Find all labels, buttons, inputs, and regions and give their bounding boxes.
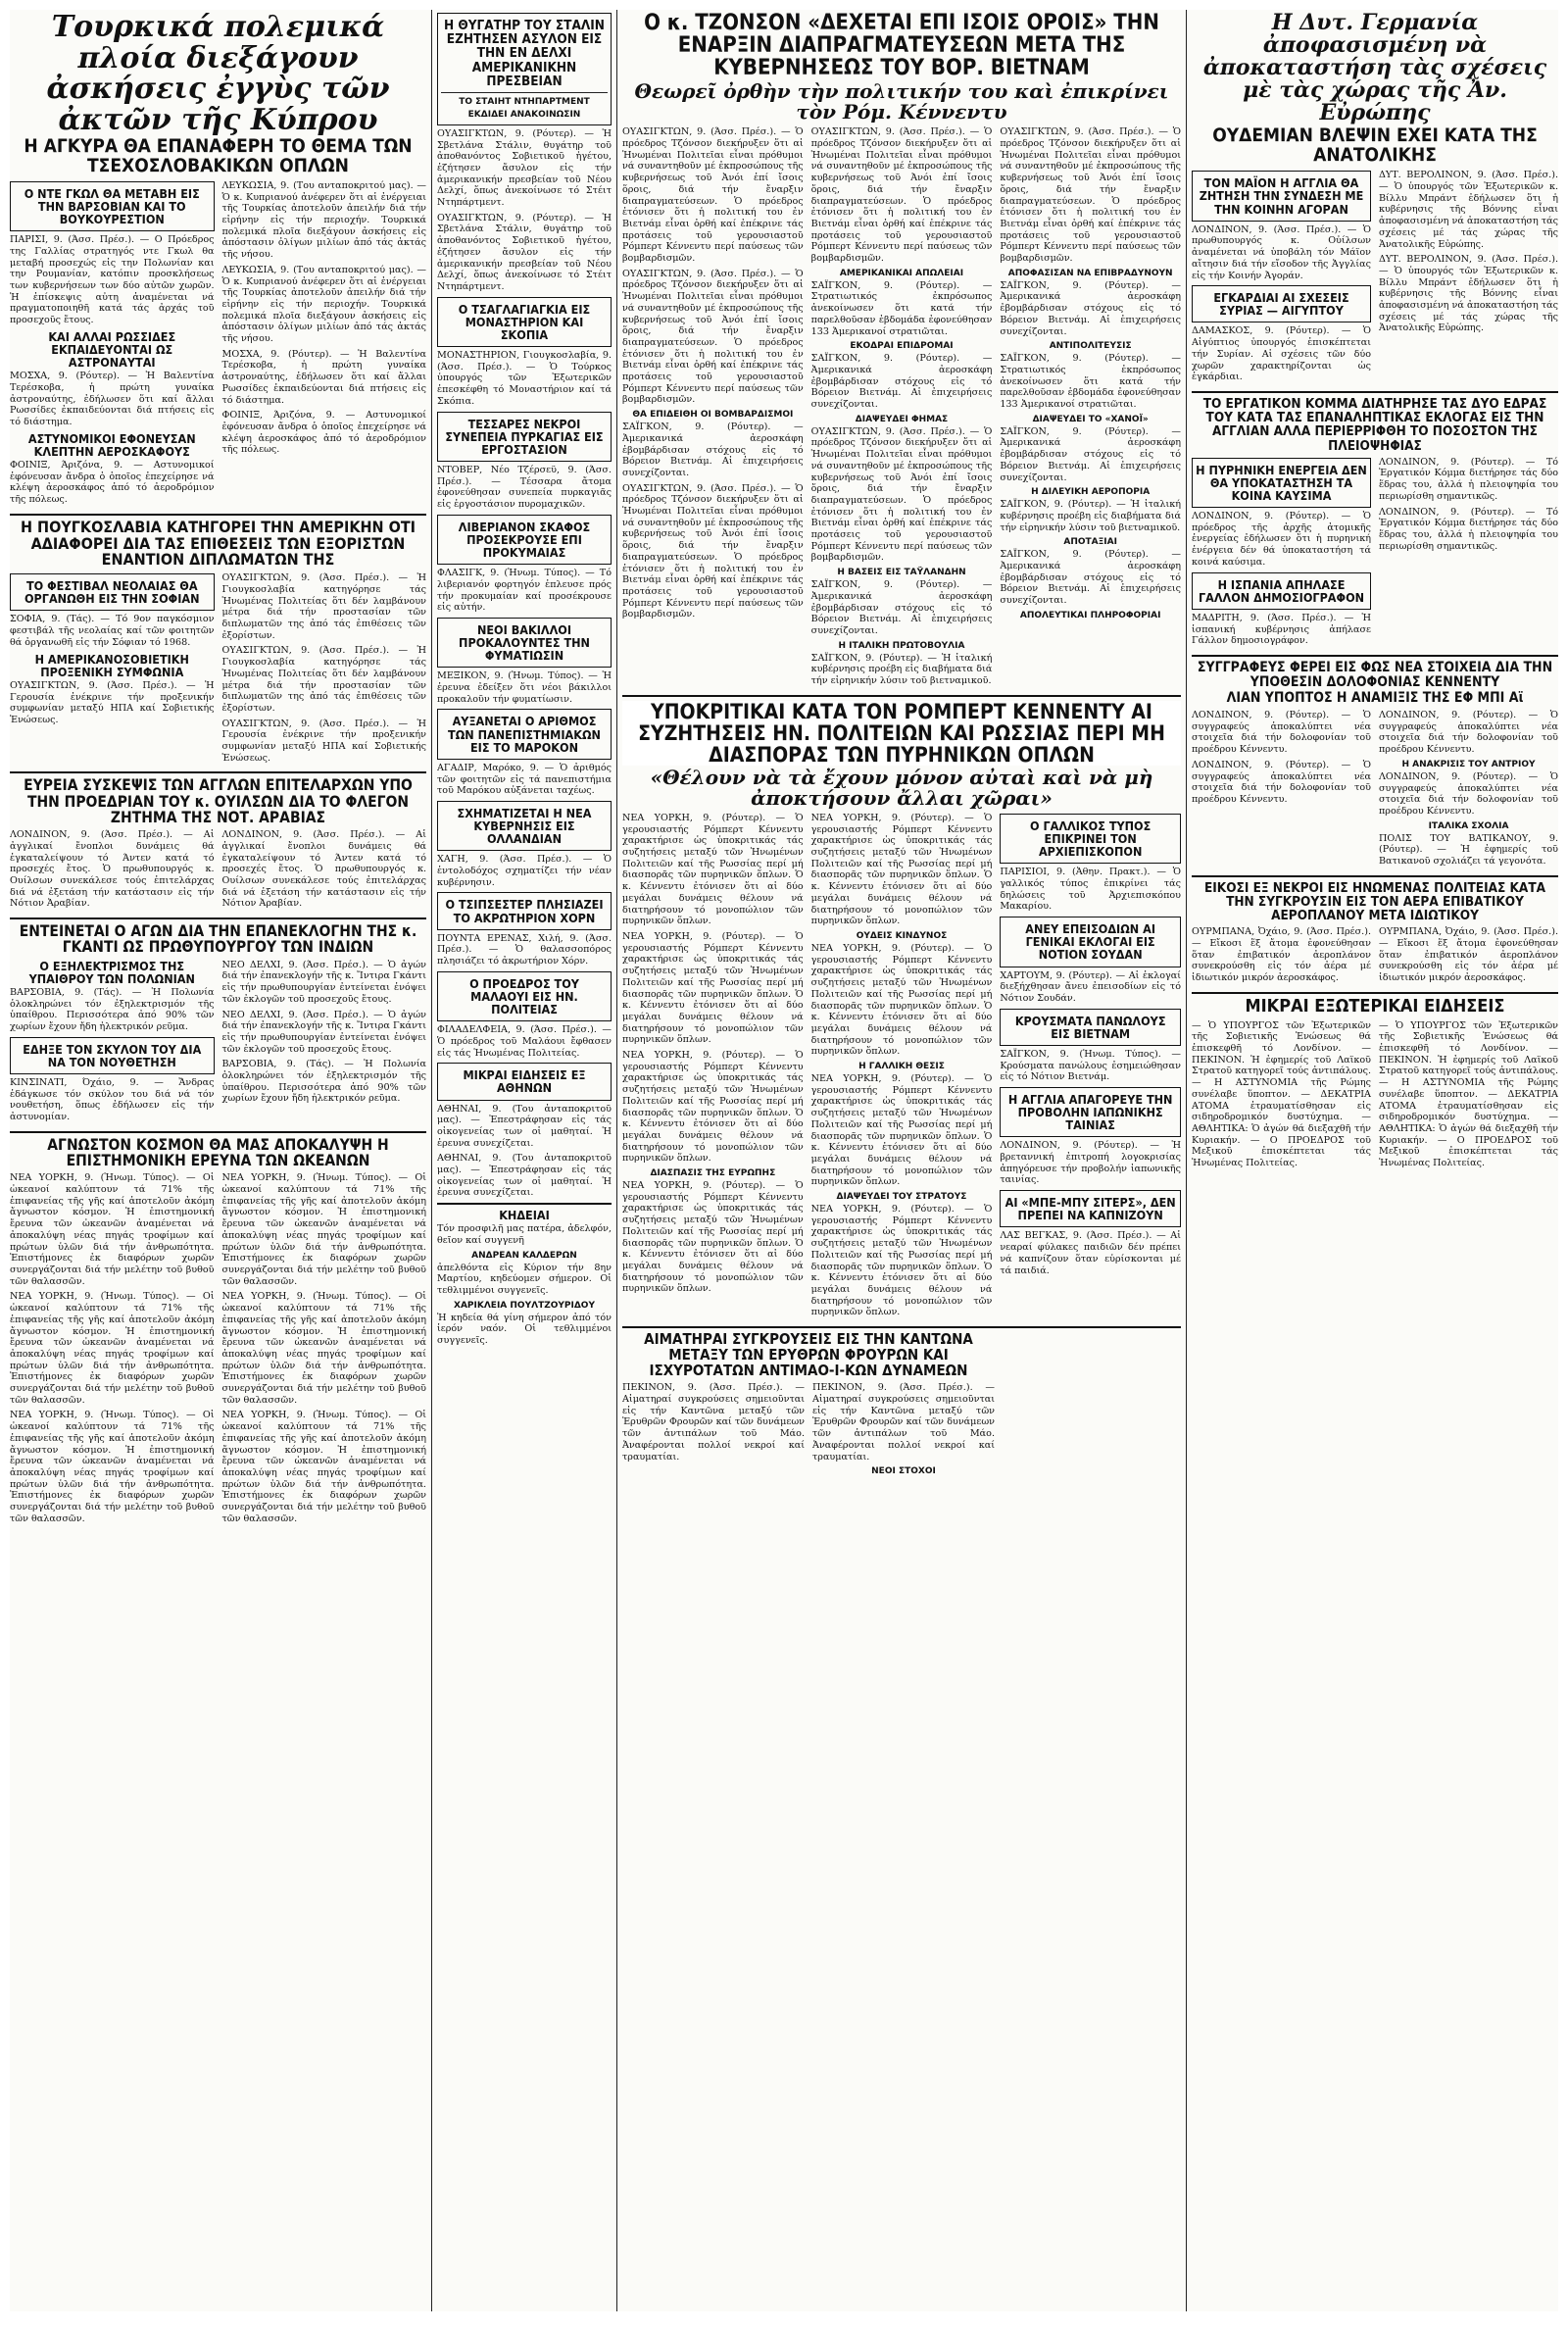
headline-box (1192, 171, 1371, 221)
article-col (1000, 811, 1181, 1322)
funeral-text: Τόν προσφιλῆ μας πατέρα, ἀδελφόν, θεῖον καί συγγενῆ (437, 1223, 612, 1246)
article-text: ΝΕΑ ΥΟΡΚΗ, 9. (Ρόυτερ). — Ὁ γερουσιαστής Ρόμπερτ Κέννεντυ χαρακτήρισε ὡς ὑποκριτικάς τάς συζητήσεις μεταξύ τῶν Ἡνωμένων Πολιτειῶν καί τῆς Ρωσσίας περί μή διασπορᾶς τῶν πυρηνικῶν ὅπλων. Ὁ κ. Κέννεντυ ἐτόνισεν ὅτι αἱ δύο μεγάλαι δυνάμεις θέλουν νά διατηρήσουν τό μονοπώλιον τῶν πυρηνικῶν ὅπλων. (622, 1180, 804, 1295)
article-text: ΛΕΥΚΩΣΙΑ, 9. (Του ανταποκριτού μας). — Ὁ κ. Κυπριανού ἀνέφερεν ὅτι αἱ ἐνέργειαι τῆς Τουρκίας ἀποτελοῦν ἀπειλήν διά τήν εἰρήνην εἰς τήν περιοχήν. Τουρκικά πολεμικά πλοῖα διεξάγουν ἀσκήσεις εἰς ἀπόστασιν ὀλίγων μιλίων ἀπό τάς ἀκτάς τῆς νήσου. (221, 264, 426, 345)
headline-kennedy-assassination: ΣΥΓΓΡΑΦΕΥΣ ΦΕΡΕΙ ΕΙΣ ΦΩΣ ΝΕΑ ΣΤΟΙΧΕΙΑ ΔΙΑ ΤΗΝ ΥΠΟΘΕΣΙΝ ΔΟΛΟΦΟΝΙΑΣ ΚΕΝΝΕΝΤΥ (1197, 659, 1553, 690)
headline-box (10, 181, 215, 231)
article-col (811, 811, 993, 1322)
headline-french-press: Ο ΓΑΛΛΙΚΟΣ ΤΥΠΟΣ ΕΠΙΚΡΙΝΕΙ ΤΟΝ ΑΡΧΙΕΠΙΣΚΟΠΟΝ (1030, 818, 1152, 860)
article-text: ΛΕΥΚΩΣΙΑ, 9. (Του ανταποκριτού μας). — Ὁ κ. Κυπριανού ἀνέφερεν ὅτι αἱ ἐνέργειαι τῆς Τουρκίας ἀποτελοῦν ἀπειλήν διά τήν εἰρήνην εἰς τήν περιοχήν. Τουρκικά πολεμικά πλοῖα διεξάγουν ἀσκήσεις εἰς ἀπόστασιν ὀλίγων μιλίων ἀπό τάς ἀκτάς τῆς νήσου. (221, 179, 426, 261)
article-text: ΧΑΓΗ, 9. (Άσσ. Πρέσ.). — Ὁ ἐντολοδόχος σχηματίζει τήν νέαν κυβέρνησιν. (437, 854, 612, 888)
divider (441, 92, 608, 93)
headline-box (437, 801, 612, 851)
article-text: ΒΑΡΣΟΒΙΑ, 9. (Τάς). — Ἡ Πολωνία ὁλοκληρώνει τόν ἐξηλεκτρισμόν τῆς ὑπαίθρου. Περισσότερα ἀπό 90% τῶν χωρίων ἔχουν ἤδη ἠλεκτρικόν ρεῦμα. (10, 986, 215, 1033)
article-grid (1192, 708, 1558, 871)
subhead: ΔΙΑΨΕΥΔΕΙ ΦΗΜΑΣ (855, 414, 949, 424)
article-text: ΛΟΝΔΙΝΟΝ, 9. (Ρόυτερ). — Ὁ συγγραφεύς ἀποκαλύπτει νέα στοιχεῖα διά τήν δολοφονίαν τοῦ προέδρου Κέννεντυ. (1192, 710, 1371, 756)
article-text: ΟΥΑΣΙΓΚΤΩΝ, 9. (Άσσ. Πρέσ.). — Ὁ πρόεδρος Τζόνσον διεκήρυξεν ὅτι αἱ Ἡνωμέναι Πολιτεῖαι εἶναι πρόθυμοι νά συναντηθοῦν μέ ἐκπροσώπους τῆς κυβερνήσεως τοῦ Ἀνόι ἐπί ἴσοις ὅροις, διά τήν ἔναρξιν διαπραγματεύσεων. Ὁ πρόεδρος ἐτόνισεν ὅτι ἡ πολιτική του ἐν Βιετνάμ εἶναι ὀρθή καί ἐπέκρινε τάς προτάσεις τοῦ γερουσιαστοῦ Ρόμπερτ Κέννεντυ περί παύσεως τῶν βομβαρδισμῶν. (1000, 126, 1181, 265)
headline-common-market: ΤΟΝ ΜΑΪΟΝ Η ΑΓΓΛΙΑ ΘΑ ΖΗΤΗΣΗ ΤΗΝ ΣΥΝΔΕΣΗ ΜΕ ΤΗΝ ΚΟΙΝΗΝ ΑΓΟΡΑΝ (1199, 175, 1364, 217)
article-text: ΔΑΜΑΣΚΟΣ, 9. (Ρόυτερ). — Ὁ Αἰγύπτιος ὑπουργός ἐπισκέπτεται τήν Συρίαν. Αἱ σχέσεις τῶν δύο χωρῶν χαρακτηρίζονται ὡς ἐγκάρδιαι. (1192, 325, 1371, 383)
headline-box (437, 618, 612, 668)
article-text: ΜΑΔΡΙΤΗ, 9. (Άσσ. Πρέσ.). — Ἡ ἱσπανική κυβέρνησις ἀπήλασε Γάλλον δημοσιογράφον. (1192, 612, 1371, 647)
headline-funerals: ΚΗΔΕΙΑΙ (499, 1208, 550, 1223)
divider (10, 771, 426, 773)
headline-box (437, 515, 612, 565)
article-text: ΣΑΪΓΚΟΝ, 9. (Ρόυτερ). — Στρατιωτικός ἐκπρόσωπος ἀνεκοίνωσεν ὅτι κατά τήν παρελθοῦσαν ἑβδομάδα ἐφονεύθησαν 133 Ἀμερικανοί στρατιῶται. (810, 279, 993, 337)
article-text: ΟΥΑΣΙΓΚΤΩΝ, 9. (Άσσ. Πρέσ.). — Ὁ πρόεδρος Τζόνσον διεκήρυξεν ὅτι αἱ Ἡνωμέναι Πολιτεῖαι εἶναι πρόθυμοι νά συναντηθοῦν μέ ἐκπροσώπους τῆς κυβερνήσεως τοῦ Ἀνόι ἐπί ἴσοις ὅροις, διά τήν ἔναρξιν διαπραγματεύσεων. Ὁ πρόεδρος ἐτόνισεν ὅτι ἡ πολιτική του ἐν Βιετνάμ εἶναι ὀρθή καί ἐπέκρινε τάς προτάσεις τοῦ γερουσιαστοῦ Ρόμπερτ Κέννεντυ περί παύσεως τῶν βομβαρδισμῶν. (622, 482, 804, 620)
headline-box (10, 1037, 215, 1074)
article-text: ΝΕΑ ΥΟΡΚΗ, 9. (Ἡνωμ. Τύπος). — Οἱ ὠκεανοί καλύπτουν τά 71% τῆς ἐπιφανείας τῆς γῆς καί ἀποτελοῦν ἀκόμη ἄγνωστον κόσμον. Ἡ ἐπιστημονική ἔρευνα τῶν ὠκεανῶν ἀναμένεται νά ἀποκαλύψη νέας πηγάς τροφίμων καί πρώτων ὑλῶν διά τήν ἀνθρωπότητα. Ἐπιστήμονες ἐκ διαφόρων χωρῶν συνεργάζονται διά τήν μελέτην τοῦ βυθοῦ τῶν θαλασσῶν. (10, 1291, 215, 1406)
headline-box (1192, 285, 1371, 322)
headline-de-gaulle: Ο ΝΤΕ ΓΚΩΛ ΘΑ ΜΕΤΑΒΗ ΕΙΣ ΤΗΝ ΒΑΡΣΟΒΙΑΝ ΚΑΙ ΤΟ ΒΟΥΚΟΥΡΕΣΤΙΟΝ (24, 185, 200, 227)
headline-liberian-ship: ΛΙΒΕΡΙΑΝΟΝ ΣΚΑΦΟΣ ΠΡΟΣΕΚΡΟΥΣΕ ΕΠΙ ΠΡΟΚΥΜΑΙΑΣ (458, 519, 591, 561)
headline-syria-egypt: ΕΓΚΑΡΔΙΑΙ ΑΙ ΣΧΕΣΕΙΣ ΣΥΡΙΑΣ — ΑΙΓΥΠΤΟΥ (1213, 290, 1349, 319)
headline-youth-festival: ΤΟ ΦΕΣΤΙΒΑΛ ΝΕΟΛΑΙΑΣ ΘΑ ΟΡΓΑΝΩΘΗ ΕΙΣ ΤΗΝ ΣΟΦΙΑΝ (24, 578, 200, 607)
subheadline-ankara: Η ΑΓΚΥΡΑ ΘΑ ΕΠΑΝΑΦΕΡΗ ΤΟ ΘΕΜΑ ΤΩΝ ΤΣΕΧΟΣΛΟΒΑΚΙΚΩΝ ΟΠΛΩΝ (24, 135, 413, 176)
article-text: ΟΥΑΣΙΓΚΤΩΝ, 9. (Άσσ. Πρέσ.). — Ὁ πρόεδρος Τζόνσον διεκήρυξεν ὅτι αἱ Ἡνωμέναι Πολιτεῖαι εἶναι πρόθυμοι νά συναντηθοῦν μέ ἐκπροσώπους τῆς κυβερνήσεως τοῦ Ἀνόι ἐπί ἴσοις ὅροις, διά τήν ἔναρξιν διαπραγματεύσεων. Ὁ πρόεδρος ἐτόνισεν ὅτι ἡ πολιτική του ἐν Βιετνάμ εἶναι ὀρθή καί ἐπέκρινε τάς προτάσεις τοῦ γερουσιαστοῦ Ρόμπερτ Κέννεντυ περί παύσεως τῶν βομβαρδισμῶν. (622, 126, 804, 265)
article-text: ΝΕΑ ΥΟΡΚΗ, 9. (Ρόυτερ). — Ὁ γερουσιαστής Ρόμπερτ Κέννεντυ χαρακτήρισε ὡς ὑποκριτικάς τάς συζητήσεις μεταξύ τῶν Ἡνωμένων Πολιτειῶν καί τῆς Ρωσσίας περί μή διασπορᾶς τῶν πυρηνικῶν ὅπλων. Ὁ κ. Κέννεντυ ἐτόνισεν ὅτι αἱ δύο μεγάλαι δυνάμεις θέλουν νά διατηρήσουν τό μονοπώλιον τῶν πυρηνικῶν ὅπλων. (622, 930, 804, 1046)
headline-caglayangil: Ο ΤΣΑΓΛΑΓΙΑΓΚΙΑ ΕΙΣ ΜΟΝΑΣΤΗΡΙΟΝ ΚΑΙ ΣΚΟΠΙΑ (458, 301, 591, 342)
article-text: ΠΕΚΙΝΟΝ, 9. (Άσσ. Πρέσ.). — Αἱματηραί συγκρούσεις σημειοῦνται εἰς τήν Καντῶνα μεταξύ τῶν Ἐρυθρῶν Φρουρῶν καί τῶν δυνάμεων τῶν ἀντιπάλων τοῦ Μάο. Ἀναφέρονται πολλοί νεκροί καί τραυματίαι. (812, 1382, 995, 1463)
subhead: ΙΤΑΛΙΚΑ ΣΧΟΛΙΑ (1428, 820, 1509, 831)
article-text: ΝΕΑ ΥΟΡΚΗ, 9. (Ρόυτερ). — Ὁ γερουσιαστής Ρόμπερτ Κέννεντυ χαρακτήρισε ὡς ὑποκριτικάς τάς συζητήσεις μεταξύ τῶν Ἡνωμένων Πολιτειῶν καί τῆς Ρωσσίας περί μή διασπορᾶς τῶν πυρηνικῶν ὅπλων. Ὁ κ. Κέννεντυ ἐτόνισεν ὅτι αἱ δύο μεγάλαι δυνάμεις θέλουν νά διατηρήσουν τό μονοπώλιον τῶν πυρηνικῶν ὅπλων. (810, 812, 993, 927)
headline-morocco-students: ΑΥΞΑΝΕΤΑΙ Ο ΑΡΙΘΜΟΣ ΤΩΝ ΠΑΝΕΠΙΣΤΗΜΙΑΚΩΝ ΕΙΣ ΤΟ ΜΑΡΟΚΟΝ (448, 714, 601, 755)
headline-west-germany: Η Δυτ. Γερμανία ἀποφασισμένη νὰ ἀποκαταστήση τὰς σχέσεις μὲ τὰς χώρας τῆς Ἀν. Εὐρώπης (1202, 10, 1547, 126)
article-grid (622, 124, 1181, 691)
article-text: ΟΥΑΣΙΓΚΤΩΝ, 9. (Άσσ. Πρέσ.). — Ἡ Γιουγκοσλαβία κατηγόρησε τάς Ἡνωμένας Πολιτείας ὅτι δέν λαμβάνουν μέτρα διά τήν προστασίαν τῶν διπλωματῶν της ἀπό τάς ἐπιθέσεις τῶν ἐξορίστων. (221, 572, 426, 641)
headline-box (437, 412, 612, 462)
headline-plague-vietnam: ΚΡΟΥΣΜΑΤΑ ΠΑΝΩΛΟΥΣ ΕΙΣ ΒΙΕΤΝΑΜ (1014, 1013, 1166, 1041)
headline-box (1000, 1190, 1181, 1227)
article-text: ΧΑΡΤΟΥΜ, 9. (Ρόυτερ). — Αἱ ἐκλογαί διεξήχθησαν ἄνευ ἐπεισοδίων εἰς τό Νότιον Σουδάν. (1000, 969, 1181, 1004)
article-col (222, 570, 427, 768)
headline-box (1000, 917, 1181, 967)
divider (437, 1203, 612, 1205)
subhead: Η ΙΤΑΛΙΚΗ ΠΡΩΤΟΒΟΥΛΙΑ (838, 640, 965, 651)
headline-gandhi: ΕΝΤΕΙΝΕΤΑΙ Ο ΑΓΩΝ ΔΙΑ ΤΗΝ ΕΠΑΝΕΚΛΟΓΗΝ ΤΗΣ κ. ΓΚΑΝΤΙ ΩΣ ΠΡΩΘΥΠΟΥΡΓΟΥ ΤΩΝ ΙΝΔΙΩΝ (19, 922, 417, 957)
article-grid (622, 1380, 995, 1478)
article-text: ΟΥΑΣΙΓΚΤΩΝ, 9. (Άσσ. Πρέσ.). — Ὁ πρόεδρος Τζόνσον διεκήρυξεν ὅτι αἱ Ἡνωμέναι Πολιτεῖαι εἶναι πρόθυμοι νά συναντηθοῦν μέ ἐκπροσώπους τῆς κυβερνήσεως τοῦ Ἀνόι ἐπί ἴσοις ὅροις, διά τήν ἔναρξιν διαπραγματεύσεων. Ὁ πρόεδρος ἐτόνισεν ὅτι ἡ πολιτική του ἐν Βιετνάμ εἶναι ὀρθή καί ἐπέκρινε τάς προτάσεις τοῦ γερουσιαστοῦ Ρόμπερτ Κέννεντυ περί παύσεως τῶν βομβαρδισμῶν. (622, 268, 804, 406)
subhead: ΕΚΟΔΡΑΙ ΕΠΙΔΡΟΜΑΙ (850, 341, 954, 352)
article-grid (10, 958, 426, 1127)
column-1 (10, 10, 426, 2311)
headline-box (437, 709, 612, 759)
headline-spain-journalist: Η ΙΣΠΑΝΙΑ ΑΠΗΛΑΣΕ ΓΑΛΛΟΝ ΔΗΜΟΣΙΟΓΡΑΦΟΝ (1198, 576, 1365, 605)
article-text: ΑΓΑΔΙΡ, Μαρόκο, 9. — Ὁ ἀριθμός τῶν φοιτητῶν εἰς τά πανεπιστήμια τοῦ Μαρόκου αὐξάνεται ταχέως. (437, 762, 612, 797)
article-col (1192, 455, 1371, 651)
article-text: ΦΟΙΝΙΞ, Άριζόνα, 9. — Αστυνομικοί ἐφόνευσαν ἄνδρα ὁ ὁποῖος ἐπεχείρησε νά κλέψη ἀεροσκάφος ἀπό τό ἀεροδρόμιον τῆς πόλεως. (10, 460, 215, 506)
headline-box (1000, 1087, 1181, 1137)
article-text: ΜΟΝΑΣΤΗΡΙΟΝ, Γιουγκοσλαβία, 9. (Άσσ. Πρέσ.). — Ὁ Τούρκος ὑπουργός τῶν Ἐξωτερικῶν ἐπεσκέφθη τό Μοναστήριον καί τά Σκόπια. (437, 350, 612, 407)
article-text: ΟΥΑΣΙΓΚΤΩΝ, 9. (Άσσ. Πρέσ.). — Ἡ Γιουγκοσλαβία κατηγόρησε τάς Ἡνωμένας Πολιτείας ὅτι δέν λαμβάνουν μέτρα διά τήν προστασίαν τῶν διπλωματῶν της ἀπό τάς ἐπιθέσεις τῶν ἐξορίστων. (221, 645, 426, 714)
subheadline-announcement: ΕΚΔΙΔΕΙ ΑΝΑΚΟΙΝΩΣΙΝ (467, 109, 581, 120)
article-text: ΟΥΑΣΙΓΚΤΩΝ, 9. (Άσσ. Πρέσ.). — Ὁ πρόεδρος Τζόνσον διεκήρυξεν ὅτι αἱ Ἡνωμέναι Πολιτεῖαι εἶναι πρόθυμοι νά συναντηθοῦν μέ ἐκπροσώπους τῆς κυβερνήσεως τοῦ Ἀνόι ἐπί ἴσοις ὅροις, διά τήν ἔναρξιν διαπραγματεύσεων. Ὁ πρόεδρος ἐτόνισεν ὅτι ἡ πολιτική του ἐν Βιετνάμ εἶναι ὀρθή καί ἐπέκρινε τάς προτάσεις τοῦ γερουσιαστοῦ Ρόμπερτ Κέννεντυ περί παύσεως τῶν βομβαρδισμῶν. (810, 425, 993, 564)
column-4 (1192, 10, 1558, 2311)
headline-box (437, 1063, 612, 1100)
article-grid (10, 570, 426, 768)
article-text: ΑΘΗΝΑΙ, 9. (Του ἀνταποκριτοῦ μας). — Ἐπεστράφησαν εἰς τάς οἰκογενείας των οἱ μαθηταί. Ἡ ἐρευνα συνεχίζεται. (437, 1103, 612, 1149)
subhead: ΝΕΟΙ ΣΤΟΧΟΙ (871, 1466, 936, 1477)
divider (10, 918, 426, 919)
headline-malawi-president: Ο ΠΡΟΕΔΡΟΣ ΤΟΥ ΜΑΛΑΟΥΙ ΕΙΣ ΗΝ. ΠΟΛΙΤΕΙΑΣ (469, 975, 579, 1017)
article-col (10, 958, 215, 1127)
subhead: ΔΙΑΨΕΥΔΕΙ ΤΟΥ ΣΤΡΑΤΟΥΣ (836, 1192, 967, 1203)
article-text: ΔΥΤ. ΒΕΡΟΛΙΝΟΝ, 9. (Άσσ. Πρέσ.). — Ὁ ὑπουργός τῶν Ἐξωτερικῶν κ. Βίλλυ Μπράντ ἐδήλωσεν ὅτι ἡ κυβέρνησις τῆς Βόννης εἶναι ἀποφασισμένη νά ἀποκαταστήση τάς σχέσεις μέ τάς χώρας τῆς Ἀνατολικῆς Εὐρώπης. (1379, 254, 1558, 334)
article-text: — Ὁ ΥΠΟΥΡΓΟΣ τῶν Ἐξωτερικῶν τῆς Σοβιετικῆς Ἑνώσεως θά ἐπισκεφθῆ τό Λονδίνον. — ΠΕΚΙΝΟΝ. Ἡ ἐφημερίς τοῦ Λαϊκοῦ Στρατοῦ κατηγορεῖ τούς ἀντιπάλους. — Η ΑΣΤΥΝΟΜΙΑ τῆς Ρώμης συνέλαβε ὕποπτον. — ΔΕΚΑΤΡΙΑ ΑΤΟΜΑ ἐτραυματίσθησαν εἰς σιδηροδρομικόν δυστύχημα. — ΑΘΛΗΤΙΚΑ: Ὁ ἀγών θά διεξαχθῆ τήν Κυριακήν. — Ο ΠΡΟΕΔΡΟΣ τοῦ Μεξικοῦ ἐπισκέπτεται τάς Ἡνωμένας Πολιτείας. (1192, 1019, 1371, 1169)
subheadline-west-germany: ΟΥΔΕΜΙΑΝ ΒΛΕΨΙΝ ΕΧΕΙ ΚΑΤΑ ΤΗΣ ΑΝΑΤΟΛΙΚΗΣ (1212, 124, 1538, 167)
subhead: ΑΜΕΡΙΚΑΝΙΚΑΙ ΑΠΩΛΕΙΑΙ (839, 268, 964, 278)
article-col (1192, 708, 1371, 871)
headline-box (437, 297, 612, 347)
article-text: ΟΥΑΣΙΓΚΤΩΝ, 9. (Άσσ. Πρέσ.). — Ἡ Γερουσία ἐνέκρινε τήν προξενικήν συμφωνίαν μεταξύ ΗΠΑ καί Σοβιετικής Ἑνώσεως. (10, 679, 215, 725)
article-text: ΛΟΝΔΙΝΟΝ, 9. (Ρόυτερ). — Ὁ συγγραφεύς ἀποκαλύπτει νέα στοιχεῖα διά τήν δολοφονίαν τοῦ προέδρου Κέννεντυ. (1379, 770, 1558, 817)
column-rule (1186, 10, 1187, 2311)
funeral-name: ΧΑΡΙΚΛΕΙΑ ΠΟΥΛΤΖΟΥΡΙΔΟΥ (454, 1300, 595, 1311)
article-text: ΣΑΪΓΚΟΝ, 9. (Ἡνωμ. Τύπος). — Κρούσματα πανώλους ἐσημειώθησαν εἰς τό Νότιον Βιετνάμ. (1000, 1048, 1181, 1083)
article-text: ΛΟΝΔΙΝΟΝ, 9. (Άσσ. Πρέσ.). — Ὁ πρωθυπουργός κ. Οὐίλσων ἀναμένεται νά ὑποβάλη τόν Μάϊον αἴτησιν διά τήν εἴσοδον τῆς Ἀγγλίας εἰς τήν Κοινήν Ἀγοράν. (1192, 223, 1371, 281)
divider (622, 695, 1181, 697)
headline-aircraft-thief: ΑΣΤΥΝΟΜΙΚΟΙ ΕΦΟΝΕΥΣΑΝ ΚΛΕΠΤΗΝ ΑΕΡΟΣΚΑΦΟΥΣ (27, 430, 196, 459)
article-text: ΣΟΦΙΑ, 9. (Τάς). — Τό 9ον παγκόσμιον φεστιβάλ τῆς νεολαίας καί τῶν φοιτητῶν θά ὀργανωθῆ εἰς τήν Σόφιαν τό 1968. (10, 614, 215, 648)
subhead: ΑΝΤΙΠΟΛΙΤΕΥΣΙΣ (1049, 341, 1132, 352)
divider (1192, 655, 1558, 657)
article-text: ΠΟΛΙΣ ΤΟΥ ΒΑΤΙΚΑΝΟΥ, 9. (Ρόυτερ). — Ἡ ἐφημερίς τοῦ Βατικανοῦ σχολιάζει τά γεγονότα. (1379, 832, 1558, 868)
article-grid (1192, 168, 1558, 387)
divider (1192, 992, 1558, 994)
headline-ocean-research: ΑΓΝΩΣΤΟΝ ΚΟΣΜΟΝ ΘΑ ΜΑΣ ΑΠΟΚΑΛΥΨΗ Η ΕΠΙΣΤΗΜΟΝΙΚΗ ΕΡΕΥΝΑ ΤΩΝ ΩΚΕΑΝΩΝ (47, 1135, 389, 1170)
article-text: ΟΥΑΣΙΓΚΤΩΝ, 9. (Ρόυτερ). — Ἡ Σβετλάνα Στάλιν, θυγάτηρ τοῦ ἀποθανόντος Σοβιετικοῦ ἡγέτου, ἐζήτησεν ἄσυλον εἰς τήν ἀμερικανικήν πρεσβείαν τοῦ Νέου Δελχί, ὅπως ἀνεκοίνωσε τό Στέιτ Ντηπάρτμεντ. (437, 212, 612, 292)
column-rule (431, 10, 432, 2311)
article-text: ΝΕΟ ΔΕΛΧΙ, 9. (Άσσ. Πρέσ.). — Ὁ ἀγών διά τήν ἐπανεκλογήν τῆς κ. Ἴντιρα Γκάντι εἰς τήν πρωθυπουργίαν ἐντείνεται ἐνόψει τῶν ἐκλογῶν τοῦ προσεχοῦς ἔτους. (221, 959, 426, 1005)
headline-box (1000, 814, 1181, 864)
subhead: ΘΑ ΕΠΙΔΕΙΘΗ ΟΙ ΒΟΜΒΑΡΔΙΣΜΟΙ (632, 410, 794, 421)
column-3 (622, 10, 1181, 2311)
article-grid (622, 811, 1181, 1322)
article-grid (1192, 924, 1558, 988)
headline-box (1000, 1009, 1181, 1046)
article-text: ΝΤΟΒΕΡ, Νέο Τζέρσεϋ, 9. (Άσσ. Πρέσ.). — Τέσσαρα ἄτομα ἐφονεύθησαν συνεπεία πυρκαγιᾶς εἰς ἐργοστάσιον πυρομαχικῶν. (437, 464, 612, 511)
headline-box (1192, 572, 1371, 610)
headline-sudan-elections: ΑΝΕΥ ΕΠΕΙΣΟΔΙΩΝ ΑΙ ΓΕΝΙΚΑΙ ΕΚΛΟΓΑΙ ΕΙΣ ΝΟΤΙΟΝ ΣΟΥΔΑΝ (1025, 921, 1156, 963)
article-col (811, 124, 993, 691)
article-col (1000, 124, 1181, 691)
headline-box (437, 892, 612, 929)
article-col (1379, 168, 1558, 387)
column-rule (616, 10, 617, 2311)
article-text: ΠΑΡΙΣΙ, 9. (Άσσ. Πρέσ.). — Ο Πρόεδρος της Γαλλίας στρατηγός ντε Γκωλ θα μεταβή προσεχώς εἰς την Πολωνίαν και την Ρουμανίαν, κατόπιν προσκλήσεως των κυβερνήσεων των δύο αὐτῶν χωρῶν. Ἡ ἐπίσκεψις αὐτη ἀναμένεται νά πραγματοποιηθῆ κατά τάς ἀρχάς τοῦ προσεχοῦς ἔτους. (10, 234, 215, 326)
article-col (10, 1170, 215, 1528)
article-text: ΝΕΑ ΥΟΡΚΗ, 9. (Ρόυτερ). — Ὁ γερουσιαστής Ρόμπερτ Κέννεντυ χαρακτήρισε ὡς ὑποκριτικάς τάς συζητήσεις μεταξύ τῶν Ἡνωμένων Πολιτειῶν καί τῆς Ρωσσίας περί μή διασπορᾶς τῶν πυρηνικῶν ὅπλων. Ὁ κ. Κέννεντυ ἐτόνισεν ὅτι αἱ δύο μεγάλαι δυνάμεις θέλουν νά διατηρήσουν τό μονοπώλιον τῶν πυρηνικῶν ὅπλων. (810, 942, 993, 1058)
article-text: ΑΘΗΝΑΙ, 9. (Του ἀνταποκριτοῦ μας). — Ἐπεστράφησαν εἰς τάς οἰκογενείας των οἱ μαθηταί. Ἡ ἐρευνα συνεχίζεται. (437, 1153, 612, 1199)
article-text: ΦΙΛΑΔΕΛΦΕΙΑ, 9. (Άσσ. Πρέσ.). — Ὁ πρόεδρος τοῦ Μαλάουι ἔφθασεν εἰς τάς Ἡνωμένας Πολιτείας. (437, 1024, 612, 1059)
article-col (812, 1380, 995, 1478)
headline-box (437, 13, 612, 125)
article-col (222, 958, 427, 1127)
article-text: ΝΕΑ ΥΟΡΚΗ, 9. (Ρόυτερ). — Ὁ γερουσιαστής Ρόμπερτ Κέννεντυ χαρακτήρισε ὡς ὑποκριτικάς τάς συζητήσεις μεταξύ τῶν Ἡνωμένων Πολιτειῶν καί τῆς Ρωσσίας περί μή διασπορᾶς τῶν πυρηνικῶν ὅπλων. Ὁ κ. Κέννεντυ ἐτόνισεν ὅτι αἱ δύο μεγάλαι δυνάμεις θέλουν νά διατηρήσουν τό μονοπώλιον τῶν πυρηνικῶν ὅπλων. (622, 812, 804, 927)
article-text: ΝΕΑ ΥΟΡΚΗ, 9. (Ἡνωμ. Τύπος). — Οἱ ὠκεανοί καλύπτουν τά 71% τῆς ἐπιφανείας τῆς γῆς καί ἀποτελοῦν ἀκόμη ἄγνωστον κόσμον. Ἡ ἐπιστημονική ἔρευνα τῶν ὠκεανῶν ἀναμένεται νά ἀποκαλύψη νέας πηγάς τροφίμων καί πρώτων ὑλῶν διά τήν ἀνθρωπότητα. Ἐπιστήμονες ἐκ διαφόρων χωρῶν συνεργάζονται διά τήν μελέτην τοῦ βυθοῦ τῶν θαλασσῶν. (221, 1410, 426, 1524)
article-text: ΜΕΞΙΚΟΝ, 9. (Ἡνωμ. Τύπος). — Ἡ ἐρευνα ἐδείξεν ὅτι νέοι βάκιλλοι προκαλοῦν τήν φυματίωσιν. (437, 670, 612, 705)
article-text: ΦΟΙΝΙΞ, Άριζόνα, 9. — Αστυνομικοί ἐφόνευσαν ἄνδρα ὁ ὁποῖος ἐπεχείρησε νά κλέψη ἀεροσκάφος ἀπό τό ἀεροδρόμιον τῆς πόλεως. (221, 410, 426, 456)
divider (10, 1131, 426, 1133)
headline-factory-fire: ΤΕΣΣΑΡΕΣ ΝΕΚΡΟΙ ΣΥΝΕΠΕΙΑ ΠΥΡΚΑΓΙΑΣ ΕΙΣ ΕΡΓΟΣΤΑΣΙΟΝ (445, 416, 604, 457)
article-text: ΒΑΡΣΟΒΙΑ, 9. (Τάς). — Ἡ Πολωνία ὁλοκληρώνει τόν ἐξηλεκτρισμόν τῆς ὑπαίθρου. Περισσότερα ἀπό 90% τῶν χωρίων ἔχουν ἤδη ἠλεκτρικόν ρεῦμα. (221, 1059, 426, 1105)
subheadline-state-department: ΤΟ ΣΤΑΙΗΤ ΝΤΗΠΑΡΤΜΕΝΤ (459, 96, 590, 107)
article-text: ΟΥΑΣΙΓΚΤΩΝ, 9. (Άσσ. Πρέσ.). — Ἡ Γερουσία ἐνέκρινε τήν προξενικήν συμφωνίαν μεταξύ ΗΠΑ καί Σοβιετικής Ἑνώσεως. (221, 718, 426, 764)
article-col (622, 124, 804, 691)
article-text: ΛΟΝΔΙΝΟΝ, 9. (Άσσ. Πρέσ.). — Αἱ ἀγγλικαί ἔνοπλοι δυνάμεις θά ἐγκαταλείψουν τό Άντεν κατά τό προσεχές ἔτος. Ὁ πρωθυπουργός κ. Ουίλσων συνεκάλεσε τούς ἐπιτελάρχας διά νά ἐξετάση τήν κατάστασιν εἰς τήν Νότιον Ἀραβίαν. (221, 829, 426, 910)
article-text: ΠΕΚΙΝΟΝ, 9. (Άσσ. Πρέσ.). — Αἱματηραί συγκρούσεις σημειοῦνται εἰς τήν Καντῶνα μεταξύ τῶν Ἐρυθρῶν Φρουρῶν καί τῶν δυνάμεων τῶν ἀντιπάλων τοῦ Μάο. Ἀναφέρονται πολλοί νεκροί καί τραυματίαι. (622, 1382, 805, 1463)
headline-foreign-briefs: ΜΙΚΡΑΙ ΕΞΩΤΕΡΙΚΑΙ ΕΙΔΗΣΕΙΣ (1245, 995, 1505, 1017)
article-grid (1192, 455, 1558, 651)
article-text: ΠΟΥΝΤΑ ΕΡΕΝΑΣ, Χιλή, 9. (Άσσ. Πρέσ.). — Ὁ θαλασσοπόρος πλησιάζει τό ἀκρωτήριον Χόρν. (437, 932, 612, 967)
headline-tuberculosis: ΝΕΟΙ ΒΑΚΙΛΛΟΙ ΠΡΟΚΑΛΟΥΝΤΕΣ ΤΗΝ ΦΥΜΑΤΙΩΣΙΝ (459, 621, 590, 664)
subhead: Η ΒΑΣΕΙΣ ΕΙΣ ΤΑΫΛΑΝΔΗΝ (837, 568, 966, 578)
article-grid (1192, 1018, 1558, 1173)
article-text: ΝΕΑ ΥΟΡΚΗ, 9. (Ἡνωμ. Τύπος). — Οἱ ὠκεανοί καλύπτουν τά 71% τῆς ἐπιφανείας τῆς γῆς καί ἀποτελοῦν ἀκόμη ἄγνωστον κόσμον. Ἡ ἐπιστημονική ἔρευνα τῶν ὠκεανῶν ἀναμένεται νά ἀποκαλύψη νέας πηγάς τροφίμων καί πρώτων ὑλῶν διά τήν ἀνθρωπότητα. Ἐπιστήμονες ἐκ διαφόρων χωρῶν συνεργάζονται διά τήν μελέτην τοῦ βυθοῦ τῶν θαλασσῶν. (221, 1172, 426, 1287)
article-text: ΣΑΪΓΚΟΝ, 9. (Ρόυτερ). — Ἀμερικανικά ἀεροσκάφη ἐβομβάρδισαν στόχους εἰς τό Βόρειον Βιετνάμ. Αἱ ἐπιχειρήσεις συνεχίζονται. (622, 422, 804, 478)
subheadline-fbi: ΛΙΑΝ ΥΠΟΠΤΟΣ Η ΑΝΑΜΙΞΙΣ ΤΗΣ ΕΦ ΜΠΙ Αϊ (1226, 690, 1524, 707)
article-col (1379, 455, 1558, 651)
article-text: ΣΑΪΓΚΟΝ, 9. (Ρόυτερ). — Ἡ ἰταλική κυβέρνησις προέβη εἰς διαβήματα διά τήν εἰρηνικήν λύσιν τοῦ βιετναμικοῦ. (810, 652, 993, 687)
article-text: ΣΑΪΓΚΟΝ, 9. (Ρόυτερ). — Ἀμερικανικά ἀεροσκάφη ἐβομβάρδισαν στόχους εἰς τό Βόρειον Βιετνάμ. Αἱ ἐπιχειρήσεις συνεχίζονται. (1000, 279, 1181, 337)
article-text: ΟΥΑΣΙΓΚΤΩΝ, 9. (Ρόυτερ). — Ἡ Σβετλάνα Στάλιν, θυγάτηρ τοῦ ἀποθανόντος Σοβιετικοῦ ἡγέτου, ἐζήτησεν ἄσυλον εἰς τήν ἀμερικανικήν πρεσβείαν τοῦ Νέου Δελχί, ὅπως ἀνεκοίνωσε τό Στέιτ Ντηπάρτμεντ. (437, 127, 612, 209)
article-text: — Ὁ ΥΠΟΥΡΓΟΣ τῶν Ἐξωτερικῶν τῆς Σοβιετικῆς Ἑνώσεως θά ἐπισκεφθῆ τό Λονδίνον. — ΠΕΚΙΝΟΝ. Ἡ ἐφημερίς τοῦ Λαϊκοῦ Στρατοῦ κατηγορεῖ τούς ἀντιπάλους. — Η ΑΣΤΥΝΟΜΙΑ τῆς Ρώμης συνέλαβε ὕποπτον. — ΔΕΚΑΤΡΙΑ ΑΤΟΜΑ ἐτραυματίσθησαν εἰς σιδηροδρομικόν δυστύχημα. — ΑΘΛΗΤΙΚΑ: Ὁ ἀγών θά διεξαχθῆ τήν Κυριακήν. — Ο ΠΡΟΕΔΡΟΣ τοῦ Μεξικοῦ ἐπισκέπτεται τάς Ἡνωμένας Πολιτείας. (1379, 1019, 1558, 1169)
divider (10, 514, 426, 516)
article-col (622, 811, 804, 1322)
article-col (222, 1170, 427, 1528)
headline-box (437, 971, 612, 1021)
headline-yugoslavia: Η ΠΟΥΓΚΟΣΛΑΒΙΑ ΚΑΤΗΓΟΡΕΙ ΤΗΝ ΑΜΕΡΙΚΗΝ ΟΤΙ ΑΔΙΑΦΟΡΕΙ ΔΙΑ ΤΑΣ ΕΠΙΘΕΣΕΙΣ ΤΩΝ ΕΞΟΡΙΣΤΩΝ ΕΝΑΝΤΙΟΝ ΔΙΠΛΩΜΑΤΩΝ ΤΗΣ (20, 517, 416, 570)
divider (1192, 391, 1558, 393)
headline-canton-clashes: ΑΙΜΑΤΗΡΑΙ ΣΥΓΚΡΟΥΣΕΙΣ ΕΙΣ ΤΗΝ ΚΑΝΤΩΝΑ ΜΕΤΑΞΥ ΤΩΝ ΕΡΥΘΡΩΝ ΦΡΟΥΡΩΝ ΚΑΙ ΙΣΧΥΡΟΤΑΤΩΝ ΑΝΤΙΜΑΟ-Ι-ΚΩΝ ΔΥΝΑΜΕΩΝ (644, 1330, 973, 1379)
article-nicosia (222, 178, 427, 510)
headline-netherlands-government: ΣΧΗΜΑΤΙΖΕΤΑΙ Η ΝΕΑ ΚΥΒΕΡΝΗΣΙΣ ΕΙΣ ΟΛΛΑΝΔΙΑΝ (457, 805, 592, 847)
headline-japanese-film: Η ΑΓΓΛΙΑ ΑΠΑΓΟΡΕΥΕ ΤΗΝ ΠΡΟΒΟΛΗΝ ΙΑΠΩΝΙΚΗΣ ΤΑΙΝΙΑΣ (1007, 1091, 1173, 1133)
article-text: ΣΑΪΓΚΟΝ, 9. (Ρόυτερ). — Ἀμερικανικά ἀεροσκάφη ἐβομβάρδισαν στόχους εἰς τό Βόρειον Βιετνάμ. Αἱ ἐπιχειρήσεις συνεχίζονται. (1000, 425, 1181, 483)
article-text: ΔΥΤ. ΒΕΡΟΛΙΝΟΝ, 9. (Άσσ. Πρέσ.). — Ὁ ὑπουργός τῶν Ἐξωτερικῶν κ. Βίλλυ Μπράντ ἐδήλωσεν ὅτι ἡ κυβέρνησις τῆς Βόννης εἶναι ἀποφασισμένη νά ἀποκαταστήση τάς σχέσεις μέ τάς χώρας τῆς Ἀνατολικῆς Εὐρώπης. (1379, 170, 1558, 250)
article-grid (10, 1170, 426, 1528)
subheadline-kennedy: «Θέλουν νὰ τὰ ἔχουν μόνον αὐταὶ καὶ νὰ μὴ ἀποκτήσουν ἄλλαι χῶραι» (650, 765, 1153, 810)
headline-athens-news: ΜΙΚΡΑΙ ΕΙΔΗΣΕΙΣ ΕΞ ΑΘΗΝΩΝ (463, 1067, 586, 1096)
article-text: ΛΑΣ ΒΕΓΚΑΣ, 9. (Άσσ. Πρέσ.). — Αἱ νεαραί φύλακες παιδιῶν δέν πρέπει νά καπνίζουν ὅταν εὑρίσκονται μέ τά παιδιά. (1000, 1230, 1181, 1276)
article-text: ΜΟΣΧΑ, 9. (Ρόυτερ). — Ἡ Βαλεντίνα Τερέσκοβα, ἡ πρώτη γυναίκα ἀστροναύτης, ἐδήλωσεν ὅτι καί ἄλλαι Ρωσσίδες ἐκπαιδεύονται διά πτήσεις εἰς τό διάστημα. (10, 371, 215, 428)
article-text: ΟΥΡΜΠΑΝΑ, Ὀχάιο, 9. (Άσσ. Πρέσ.). — Εἴκοσι ἕξ ἄτομα ἐφονεύθησαν ὅταν ἐπιβατικόν ἀεροπλάνον συνεκρούσθη εἰς τόν ἀέρα μέ ἰδιωτικόν μικρόν ἀεροσκάφος. (1379, 926, 1558, 984)
subhead: ΑΠΟΦΑΣΙΣΑΝ ΝΑ ΕΠΙΒΡΑΔΥΝΟΥΝ (1007, 268, 1173, 278)
article-col (1379, 708, 1558, 871)
article-text: ΦΛΑΣΙΓΚ, 9. (Ἡνωμ. Τύπος). — Τό λιβεριανόν φορτηγόν ἐπλευσε πρός τήν προκυμαίαν καί προσέκρουσε εἰς αὐτήν. (437, 568, 612, 614)
headline-babysitters: ΑΙ «ΜΠΕ-ΜΠΥ ΣΙΤΕΡΣ», ΔΕΝ ΠΡΕΠΕΙ ΝΑ ΚΑΠΝΙΖΟΥΝ (1004, 1195, 1176, 1223)
article-text: ΝΕΑ ΥΟΡΚΗ, 9. (Ἡνωμ. Τύπος). — Οἱ ὠκεανοί καλύπτουν τά 71% τῆς ἐπιφανείας τῆς γῆς καί ἀποτελοῦν ἀκόμη ἄγνωστον κόσμον. Ἡ ἐπιστημονική ἔρευνα τῶν ὠκεανῶν ἀναμένεται νά ἀποκαλύψη νέας πηγάς τροφίμων καί πρώτων ὑλῶν διά τήν ἀνθρωπότητα. Ἐπιστήμονες ἐκ διαφόρων χωρῶν συνεργάζονται διά τήν μελέτην τοῦ βυθοῦ τῶν θαλασσῶν. (10, 1410, 215, 1524)
article-grid (10, 178, 426, 510)
divider (1192, 875, 1558, 877)
subheadline-johnson: Θεωρεῖ ὀρθὴν τὴν πολιτικήν του καὶ ἐπικρίνει τὸν Ρόμ. Κέννεντυ (634, 79, 1169, 124)
article-text: ΣΑΪΓΚΟΝ, 9. (Ρόυτερ). — Στρατιωτικός ἐκπρόσωπος ἀνεκοίνωσεν ὅτι κατά τήν παρελθοῦσαν ἑβδομάδα ἐφονεύθησαν 133 Ἀμερικανοί στρατιῶται. (1000, 353, 1181, 411)
subhead: ΔΙΑΣΠΑΣΙΣ ΤΗΣ ΕΥΡΩΠΗΣ (650, 1168, 776, 1179)
article-text: ΛΟΝΔΙΝΟΝ, 9. (Ρόυτερ). — Ὁ πρόεδρος τῆς ἀρχῆς ἀτομικῆς ἐνεργείας ἐδήλωσεν ὅτι ἡ πυρηνική ἐνέργεια δέν θά ὑποκαταστήση τά κοινά καύσιμα. (1192, 511, 1371, 568)
headline-dog-bite: ΕΔΗΞΕ ΤΟΝ ΣΚΥΛΟΝ ΤΟΥ ΔΙΑ ΝΑ ΤΟΝ ΝΟΥΘΕΤΗΣΗ (23, 1041, 202, 1069)
article-text: ΜΟΣΧΑ, 9. (Ρόυτερ). — Ἡ Βαλεντίνα Τερέσκοβα, ἡ πρώτη γυναίκα ἀστροναύτης, ἐδήλωσεν ὅτι καί ἄλλαι Ρωσσίδες ἐκπαιδεύονται διά πτήσεις εἰς τό διάστημα. (221, 348, 426, 406)
newspaper-page (10, 10, 1558, 2311)
subhead: Η ΔΙΛΕΥΙΚΗ ΑΕΡΟΠΟΡΙΑ (1031, 487, 1151, 498)
headline-kennedy-nonproliferation: ΥΠΟΚΡΙΤΙΚΑΙ ΚΑΤΑ ΤΟΝ ΡΟΜΠΕΡΤ ΚΕΝΝΕΝΤΥ ΑΙ ΣΥΖΗΤΗΣΕΙΣ ΗΝ. ΠΟΛΙΤΕΙΩΝ ΚΑΙ ΡΩΣΣΙΑΣ ΠΕΡΙ ΜΗ ΔΙΑΣΠΟΡΑΣ ΤΩΝ ΠΥΡΗΝΙΚΩΝ ΟΠΛΩΝ (622, 701, 1181, 766)
article-text: ΟΥΑΣΙΓΚΤΩΝ, 9. (Άσσ. Πρέσ.). — Ὁ πρόεδρος Τζόνσον διεκήρυξεν ὅτι αἱ Ἡνωμέναι Πολιτεῖαι εἶναι πρόθυμοι νά συναντηθοῦν μέ ἐκπροσώπους τῆς κυβερνήσεως τοῦ Ἀνόι ἐπί ἴσοις ὅροις, διά τήν ἔναρξιν διαπραγματεύσεων. Ὁ πρόεδρος ἐτόνισεν ὅτι ἡ πολιτική του ἐν Βιετνάμ εἶναι ὀρθή καί ἐπέκρινε τάς προτάσεις τοῦ γερουσιαστοῦ Ρόμπερτ Κέννεντυ περί παύσεως τῶν βομβαρδισμῶν. (810, 126, 993, 265)
article-text: ΛΟΝΔΙΝΟΝ, 9. (Ρόυτερ). — Τό Ἐργατικόν Κόμμα διετήρησε τάς δύο ἕδρας του, ἀλλά ἡ πλειοψηφία του περιωρίσθη σημαντικῶς. (1379, 456, 1558, 502)
article-text: ΝΕΑ ΥΟΡΚΗ, 9. (Ἡνωμ. Τύπος). — Οἱ ὠκεανοί καλύπτουν τά 71% τῆς ἐπιφανείας τῆς γῆς καί ἀποτελοῦν ἀκόμη ἄγνωστον κόσμον. Ἡ ἐπιστημονική ἔρευνα τῶν ὠκεανῶν ἀναμένεται νά ἀποκαλύψη νέας πηγάς τροφίμων καί πρώτων ὑλῶν διά τήν ἀνθρωπότητα. Ἐπιστήμονες ἐκ διαφόρων χωρῶν συνεργάζονται διά τήν μελέτην τοῦ βυθοῦ τῶν θαλασσῶν. (10, 1172, 215, 1287)
article-text: ΣΑΪΓΚΟΝ, 9. (Ρόυτερ). — Ἡ ἰταλική κυβέρνησις προέβη εἰς διαβήματα διά τήν εἰρηνικήν λύσιν τοῦ βιετναμικοῦ. (1000, 499, 1181, 533)
headline-midair-collision: ΕΙΚΟΣΙ ΕΞ ΝΕΚΡΟΙ ΕΙΣ ΗΝΩΜΕΝΑΣ ΠΟΛΙΤΕΙΑΣ ΚΑΤΑ ΤΗΝ ΣΥΓΚΡΟΥΣΙΝ ΕΙΣ ΤΟΝ ΑΕΡΑ ΕΠΙΒΑΤΙΚΟΥ ΑΕΡΟΠΛΑΝΟΥ ΜΕΤΑ ΙΔΙΩΤΙΚΟΥ (1203, 879, 1546, 924)
subhead: ΟΥΔΕΙΣ ΚΙΝΔΥΝΟΣ (856, 930, 948, 941)
headline-stalin-daughter: Η ΘΥΓΑΤΗΡ ΤΟΥ ΣΤΑΛΙΝ ΕΖΗΤΗΣΕΝ ΑΣΥΛΟΝ ΕΙΣ ΤΗΝ ΕΝ ΔΕΛΧΙ ΑΜΕΡΙΚΑΝΙΚΗΝ ΠΡΕΣΒΕΙΑΝ (444, 18, 605, 89)
headline-box (10, 573, 215, 611)
column-2 (437, 10, 612, 2311)
article-text: ΝΕΑ ΥΟΡΚΗ, 9. (Ἡνωμ. Τύπος). — Οἱ ὠκεανοί καλύπτουν τά 71% τῆς ἐπιφανείας τῆς γῆς καί ἀποτελοῦν ἀκόμη ἄγνωστον κόσμον. Ἡ ἐπιστημονική ἔρευνα τῶν ὠκεανῶν ἀναμένεται νά ἀποκαλύψη νέας πηγάς τροφίμων καί πρώτων ὑλῶν διά τήν ἀνθρωπότητα. Ἐπιστήμονες ἐκ διαφόρων χωρῶν συνεργάζονται διά τήν μελέτην τοῦ βυθοῦ τῶν θαλασσῶν. (221, 1291, 426, 1406)
article-text: ΛΟΝΔΙΝΟΝ, 9. (Ρόυτερ). — Ὁ συγγραφεύς ἀποκαλύπτει νέα στοιχεῖα διά τήν δολοφονίαν τοῦ προέδρου Κέννεντυ. (1379, 710, 1558, 756)
article-text: ΣΑΪΓΚΟΝ, 9. (Ρόυτερ). — Ἀμερικανικά ἀεροσκάφη ἐβομβάρδισαν στόχους εἰς τό Βόρειον Βιετνάμ. Αἱ ἐπιχειρήσεις συνεχίζονται. (1000, 549, 1181, 607)
headline-russian-astronauts: ΚΑΙ ΑΛΛΑΙ ΡΩΣΣΙΔΕΣ ΕΚΠΑΙΔΕΥΟΝΤΑΙ ΩΣ ΑΣΤΡΟΝΑΥΤΑΙ (48, 328, 176, 371)
funeral-text: ἀπελθόντα εἰς Κύριον τήν 8ην Μαρτίου, κηδεύομεν σήμερον. Οἱ τεθλιμμένοι συγγενεῖς. (437, 1262, 612, 1297)
subhead: Η ΑΝΑΚΡΙΣΙΣ ΤΟΥ ΑΝΤΡΙΟΥ (1401, 759, 1536, 769)
headline-poland-electrification: Ο ΕΞΗΛΕΚΤΡΙΣΜΟΣ ΤΗΣ ΥΠΑΙΘΡΟΥ ΤΩΝ ΠΟΛΩΝΙΑΝ (28, 958, 195, 986)
article-col (10, 570, 215, 768)
article-text: ΛΟΝΔΙΝΟΝ, 9. (Ρόυτερ). — Τό Ἐργατικόν Κόμμα διετήρησε τάς δύο ἕδρας του, ἀλλά ἡ πλειοψηφία του περιωρίσθη σημαντικῶς. (1379, 506, 1558, 552)
headline-nuclear-energy: Η ΠΥΡΗΝΙΚΗ ΕΝΕΡΓΕΙΑ ΔΕΝ ΘΑ ΥΠΟΚΑΤΑΣΤΗΣΗ ΤΑ ΚΟΙΝΑ ΚΑΥΣΙΜΑ (1196, 462, 1367, 503)
headline-labour-party: ΤΟ ΕΡΓΑΤΙΚΟΝ ΚΟΜΜΑ ΔΙΑΤΗΡΗΣΕ ΤΑΣ ΔΥΟ ΕΔΡΑΣ ΤΟΥ ΚΑΤΑ ΤΑΣ ΕΠΑΝΑΛΗΠΤΙΚΑΣ ΕΚΛΟΓΑΣ ΕΙΣ ΤΗΝ ΑΓΓΛΙΑΝ ΑΛΛΑ ΠΕΡΙΕΡΡΙΦΘΗ ΤΟ ΠΟΣΟΣΤΟΝ ΤΗΣ ΠΛΕΙΟΨΗΦΙΑΣ (1202, 396, 1547, 454)
article-col (1192, 168, 1371, 387)
article-text: ΝΕΑ ΥΟΡΚΗ, 9. (Ρόυτερ). — Ὁ γερουσιαστής Ρόμπερτ Κέννεντυ χαρακτήρισε ὡς ὑποκριτικάς τάς συζητήσεις μεταξύ τῶν Ἡνωμένων Πολιτειῶν καί τῆς Ρωσσίας περί μή διασπορᾶς τῶν πυρηνικῶν ὅπλων. Ὁ κ. Κέννεντυ ἐτόνισεν ὅτι αἱ δύο μεγάλαι δυνάμεις θέλουν νά διατηρήσουν τό μονοπώλιον τῶν πυρηνικῶν ὅπλων. (622, 1050, 804, 1165)
article-text: ΝΕΑ ΥΟΡΚΗ, 9. (Ρόυτερ). — Ὁ γερουσιαστής Ρόμπερτ Κέννεντυ χαρακτήρισε ὡς ὑποκριτικάς τάς συζητήσεις μεταξύ τῶν Ἡνωμένων Πολιτειῶν καί τῆς Ρωσσίας περί μή διασπορᾶς τῶν πυρηνικῶν ὅπλων. Ὁ κ. Κέννεντυ ἐτόνισεν ὅτι αἱ δύο μεγάλαι δυνάμεις θέλουν νά διατηρήσουν τό μονοπώλιον τῶν πυρηνικῶν ὅπλων. (810, 1204, 993, 1318)
article-de-gaulle (10, 178, 215, 510)
divider (622, 1326, 1181, 1328)
headline-chichester: Ο ΤΣΙΠΣΕΣΤΕΡ ΠΛΗΣΙΑΖΕΙ ΤΟ ΑΚΡΩΤΗΡΙΟΝ ΧΟΡΝ (445, 897, 604, 925)
funeral-name: ΑΝΔΡΕΑΝ ΚΑΛΔΕΡΩΝ (471, 1250, 577, 1261)
article-text: ΣΑΪΓΚΟΝ, 9. (Ρόυτερ). — Ἀμερικανικά ἀεροσκάφη ἐβομβάρδισαν στόχους εἰς τό Βόρειον Βιετνάμ. Αἱ ἐπιχειρήσεις συνεχίζονται. (810, 579, 993, 636)
article-text: ΛΟΝΔΙΝΟΝ, 9. (Άσσ. Πρέσ.). — Αἱ ἀγγλικαί ἔνοπλοι δυνάμεις θά ἐγκαταλείψουν τό Άντεν κατά τό προσεχές ἔτος. Ὁ πρωθυπουργός κ. Ουίλσων συνεκάλεσε τούς ἐπιτελάρχας διά νά ἐξετάση τήν κατάστασιν εἰς τήν Νότιον Ἀραβίαν. (10, 829, 215, 910)
article-text: ΚΙΝΣΙΝΑΤΙ, Όχάιο, 9. — Ἄνδρας ἐδάγκωσε τόν σκύλον του διά νά τόν νουθετήση, ὅπως ἐδήλωσεν εἰς τήν ἀστυνομίαν. (10, 1077, 215, 1123)
article-text: ΝΕΟ ΔΕΛΧΙ, 9. (Άσσ. Πρέσ.). — Ὁ ἀγών διά τήν ἐπανεκλογήν τῆς κ. Ἴντιρα Γκάντι εἰς τήν πρωθυπουργίαν ἐντείνεται ἐνόψει τῶν ἐκλογῶν τοῦ προσεχοῦς ἔτους. (221, 1009, 426, 1055)
subhead: Η ΓΑΛΛΙΚΗ ΘΕΣΙΣ (858, 1062, 945, 1072)
headline-turkish-warships: Τουρκικά πολεμικά πλοία διεξάγουν ἀσκήσεις ἐγγὺς τῶν ἀκτῶν τῆς Κύπρου (46, 10, 390, 137)
headline-box (1192, 458, 1371, 508)
article-text: ΛΟΝΔΙΝΟΝ, 9. (Ρόυτερ). — Ὁ συγγραφεύς ἀποκαλύπτει νέα στοιχεῖα διά τήν δολοφονίαν τοῦ προέδρου Κέννεντυ. (1192, 759, 1371, 805)
article-text: ΝΕΑ ΥΟΡΚΗ, 9. (Ρόυτερ). — Ὁ γερουσιαστής Ρόμπερτ Κέννεντυ χαρακτήρισε ὡς ὑποκριτικάς τάς συζητήσεις μεταξύ τῶν Ἡνωμένων Πολιτειῶν καί τῆς Ρωσσίας περί μή διασπορᾶς τῶν πυρηνικῶν ὅπλων. Ὁ κ. Κέννεντυ ἐτόνισεν ὅτι αἱ δύο μεγάλαι δυνάμεις θέλουν νά διατηρήσουν τό μονοπώλιον τῶν πυρηνικῶν ὅπλων. (810, 1073, 993, 1188)
article-grid (10, 827, 426, 914)
article-text: ΠΑΡΙΣΙΟΙ, 9. (Ἀθην. Πρακτ.). — Ὁ γαλλικός τύπος ἐπικρίνει τάς δηλώσεις τοῦ Ἀρχιεπισκόπου Μακαρίου. (1000, 867, 1181, 913)
article-text: ΟΥΡΜΠΑΝΑ, Ὀχάιο, 9. (Άσσ. Πρέσ.). — Εἴκοσι ἕξ ἄτομα ἐφονεύθησαν ὅταν ἐπιβατικόν ἀεροπλάνον συνεκρούσθη εἰς τόν ἀέρα μέ ἰδιωτικόν μικρόν ἀεροσκάφος. (1192, 926, 1371, 984)
headline-consular-agreement: Η ΑΜΕΡΙΚΑΝΟΣΟΒΙΕΤΙΚΗ ΠΡΟΞΕΝΙΚΗ ΣΥΜΦΩΝΙΑ (34, 651, 189, 679)
headline-british-chiefs: ΕΥΡΕΙΑ ΣΥΣΚΕΨΙΣ ΤΩΝ ΑΓΓΛΩΝ ΕΠΙΤΕΛΑΡΧΩΝ ΥΠΟ ΤΗΝ ΠΡΟΕΔΡΙΑΝ ΤΟΥ κ. ΟΥΙΛΣΩΝ ΔΙΑ ΤΟ ΦΛΕΓΟΝ ΖΗΤΗΜΑ ΤΗΣ ΝΟΤ. ΑΡΑΒΙΑΣ (24, 776, 413, 826)
article-text: ΣΑΪΓΚΟΝ, 9. (Ρόυτερ). — Ἀμερικανικά ἀεροσκάφη ἐβομβάρδισαν στόχους εἰς τό Βόρειον Βιετνάμ. Αἱ ἐπιχειρήσεις συνεχίζονται. (810, 353, 993, 411)
article-text: ΛΟΝΔΙΝΟΝ, 9. (Ρόυτερ). — Ἡ βρεταννική ἐπιτροπή λογοκρισίας ἀπηγόρευσε τήν προβολήν ἰαπωνικῆς ταινίας. (1000, 1140, 1181, 1186)
subhead: ΑΠΟΛΕΥΤΙΚΑΙ ΠΛΗΡΟΦΟΡΙΑΙ (1019, 610, 1161, 620)
subhead: ΑΠΟΤΑΞΙΑΙ (1063, 537, 1117, 548)
headline-johnson: Ο κ. ΤΖΟΝΣΟΝ «ΔΕΧΕΤΑΙ ΕΠΙ ΙΣΟΙΣ ΟΡΟΙΣ» ΤΗΝ ΕΝΑΡΞΙΝ ΔΙΑΠΡΑΓΜΑΤΕΥΣΕΩΝ ΜΕΤΑ ΤΗΣ ΚΥΒΕΡΝΗΣΕΩΣ ΤΟΥ ΒΟΡ. ΒΙΕΤΝΑΜ (644, 11, 1159, 81)
subhead: ΔΙΑΨΕΥΔΕΙ ΤΟ «ΧΑΝΟΪ» (1032, 414, 1149, 424)
funeral-text: Ἡ κηδεία θά γίνη σήμερον ἀπό τόν ἱερόν ναόν. Οἱ τεθλιμμένοι συγγενεῖς. (437, 1312, 612, 1347)
